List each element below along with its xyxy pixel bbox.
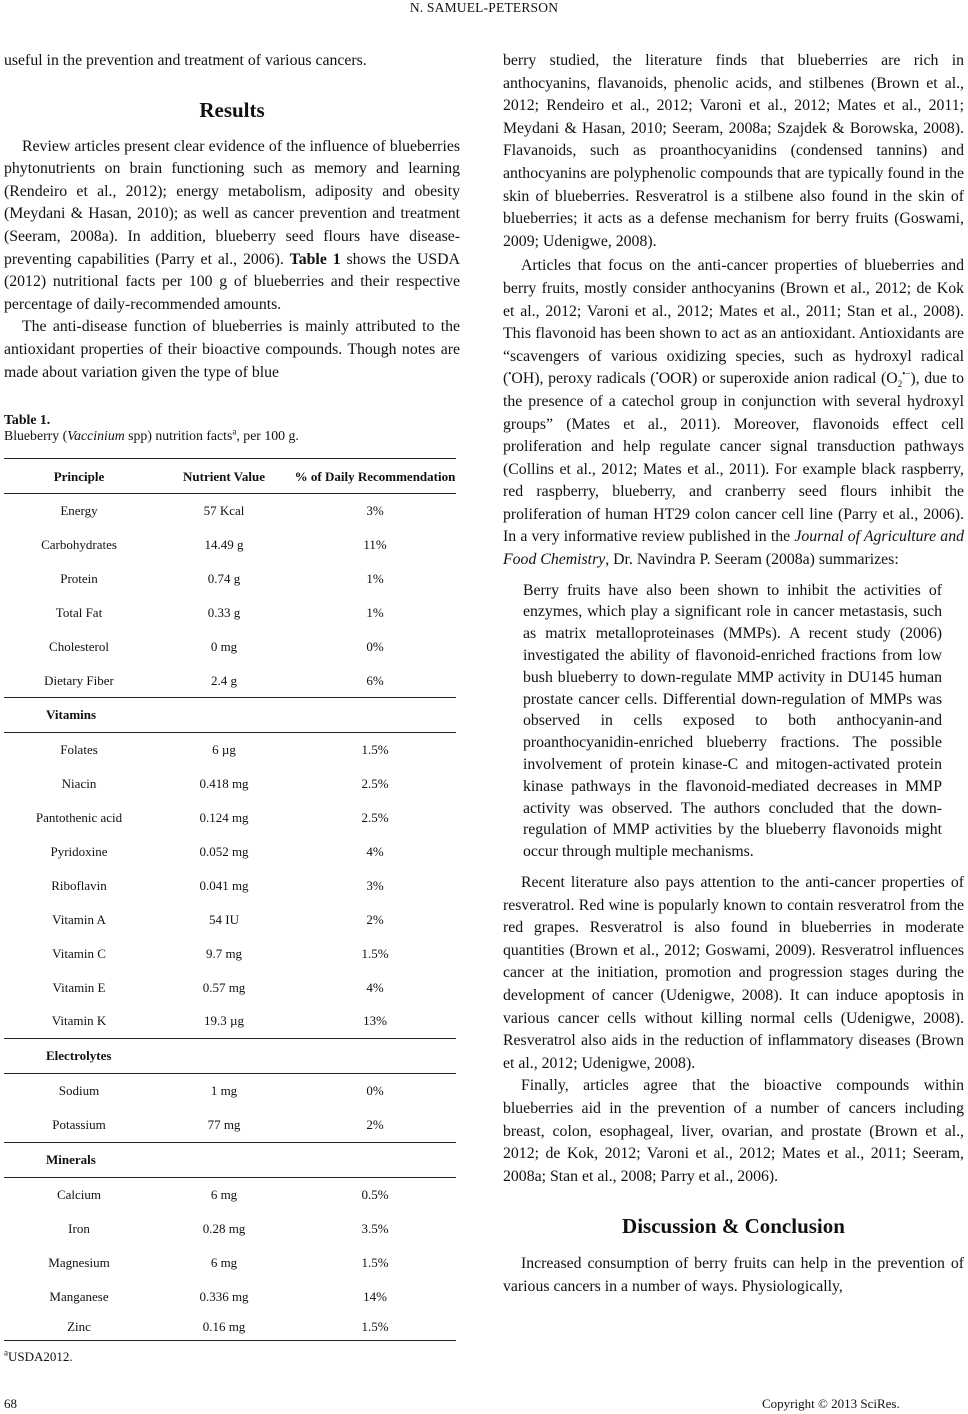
cell-nutrient-value: 0.418 mg bbox=[199, 776, 249, 792]
table-row bbox=[4, 528, 456, 562]
cell-principle: Folates bbox=[60, 742, 98, 758]
right-paragraph-4: Finally, articles agree that the bioactive compounds within blueberries aid in the prevention of a number of cancers including breast, colon, esophageal, liver, ovarian, and prostate (Brown et al., 2012; de Kok, 2012; Varoni et al., 2012; Mates et al., 2011; Seeram, 2008a; Stan et al., 2008; Parry et al., 2006). bbox=[503, 1077, 964, 1185]
right-paragraph-2 bbox=[503, 255, 964, 571]
radical-dot-2: • bbox=[655, 369, 659, 380]
table-row bbox=[4, 1177, 456, 1211]
running-header bbox=[0, 0, 968, 22]
right-paragraph-1: berry studied, the literature finds that blueberries are rich in anthocyanins, flavanoids, phenolic acids, and stilbenes (Brown et al., 2012; Rendeiro et al., 2012; Varoni et al., 2012; Mates et al., 2011; Meydani & Hasan, 2010; Seeram, 2008a; Szajdek & Borowska, 2008). Flavanoids, such as proanthocyanidins (condensed tannins) and anthocyanins are polyphenolic compounds that are typically found in the skin of blueberries. Resveratrol is a stilbene also found in the skin of blueberries; it acts as a defense mechanism for berry fruits (Goswami, 2009; Udenigwe, 2008). bbox=[503, 52, 964, 250]
superoxide-superscript: •− bbox=[902, 369, 911, 380]
table-row bbox=[4, 596, 456, 630]
table-row bbox=[4, 1314, 456, 1341]
cell-principle: Calcium bbox=[56, 1186, 102, 1202]
cell-principle: Dietary Fiber bbox=[44, 672, 114, 688]
cell-nutrient-value: 6 mg bbox=[210, 1186, 238, 1202]
cell-nutrient-value: 57 Kcal bbox=[203, 503, 245, 519]
cell-nutrient-value: 14.49 g bbox=[204, 536, 244, 552]
cell-nutrient-value: 6 µg bbox=[212, 742, 236, 758]
right-paragraph-2-text-c: OOR) or superoxide anion radical (O bbox=[658, 370, 898, 388]
table-row bbox=[4, 630, 456, 664]
table-section-label: Minerals bbox=[4, 1143, 456, 1178]
block-quote-text: Berry fruits have also been shown to inhibit the activities of enzymes, which play a significant role in cancer metastasis, such as matrix metalloproteinases (MMPs). A recent study (2006) investigated the ability of flavonoid-enriched fractions from low bush blueberry to down-regulate MMP activity in DU145 human prostate cancer cells. Differential down-regulation of MMPs was observed in cells exposed to both anthocyanin-and proanthocyanidin-enriched blueberry fractions. The possible involvement of protein kinase-C and mitogen-activated protein kinase pathways in the flavonoid-mediated decreases in MMP activity was observed. The authors concluded that the down-regulation of MMP activities by the blueberry flavonoids might occur through multiple mechanisms. bbox=[523, 581, 942, 861]
cell-nutrient-value: 0 mg bbox=[210, 638, 238, 654]
cell-principle: Riboflavin bbox=[51, 877, 107, 893]
table-section-row bbox=[4, 1143, 456, 1178]
left-column bbox=[4, 50, 460, 1365]
journal-name: Journal of Agriculture and Food Chemistry bbox=[503, 528, 964, 569]
cell-daily-percent: 0.5% bbox=[361, 1186, 389, 1202]
cell-nutrient-value: 0.28 mg bbox=[202, 1220, 246, 1236]
table-row bbox=[4, 801, 456, 835]
cell-principle: Energy bbox=[60, 503, 98, 519]
cell-principle: Niacin bbox=[61, 776, 97, 792]
cell-daily-percent: 2.5% bbox=[361, 810, 389, 826]
table-row bbox=[4, 562, 456, 596]
cell-principle: Vitamin K bbox=[51, 1013, 107, 1029]
running-title: N. SAMUEL-PETERSON bbox=[409, 0, 559, 15]
table-row bbox=[4, 903, 456, 937]
cell-daily-percent: 0% bbox=[366, 1083, 384, 1099]
right-paragraph-2-text-a: Articles that focus on the anti-cancer properties of blueberries and berry fruits, mostly consider anthocyanins (Brown et al., 2012; de Kok et al., 2012; Varoni et al., 2012; Mates et al., 2011; Stan et al., 2008). This flavonoid has been shown to act as an antioxidant. Antioxidants are “scavengers of various oxidizing species, such as hydroxyl radical ( bbox=[503, 257, 964, 388]
cell-daily-percent: 14% bbox=[363, 1288, 387, 1304]
cell-nutrient-value: 0.57 mg bbox=[202, 979, 246, 995]
cell-daily-percent: 2.5% bbox=[361, 776, 389, 792]
cell-nutrient-value: 0.33 g bbox=[207, 604, 241, 620]
cell-nutrient-value: 6 mg bbox=[210, 1254, 238, 1270]
table-caption-footnote-marker: a bbox=[232, 426, 237, 437]
header-daily-recommendation: % of Daily Recommendation bbox=[294, 459, 456, 494]
cell-principle: Total Fat bbox=[55, 604, 103, 620]
cell-daily-percent: 1% bbox=[366, 570, 384, 586]
cell-nutrient-value: 0.124 mg bbox=[199, 810, 249, 826]
table-row bbox=[4, 1246, 456, 1280]
table-section-label: Electrolytes bbox=[4, 1039, 456, 1074]
table-row bbox=[4, 869, 456, 903]
cell-principle: Zinc bbox=[4, 1314, 154, 1341]
cell-principle: Iron bbox=[68, 1220, 90, 1236]
cell-principle: Cholesterol bbox=[49, 638, 109, 654]
table-block bbox=[4, 412, 460, 1364]
cell-daily-percent: 2% bbox=[366, 911, 384, 927]
table-footnote-marker: a bbox=[4, 1347, 8, 1358]
discussion-heading: Discussion & Conclusion bbox=[622, 1214, 845, 1239]
nutrition-table bbox=[4, 458, 456, 1340]
table-row bbox=[4, 1108, 456, 1142]
cell-principle: Manganese bbox=[49, 1288, 109, 1304]
cell-daily-percent: 3% bbox=[366, 503, 384, 519]
copyright-notice: Copyright © 2013 SciRes. bbox=[762, 1396, 900, 1411]
cell-daily-percent: 1.5% bbox=[361, 945, 389, 961]
table-caption-text-a: Blueberry ( bbox=[4, 428, 68, 444]
results-heading: Results bbox=[199, 97, 265, 122]
cell-daily-percent: 1.5% bbox=[294, 1314, 456, 1341]
header-nutrient-value: Nutrient Value bbox=[154, 459, 294, 494]
cell-nutrient-value: 0.041 mg bbox=[199, 877, 249, 893]
cell-nutrient-value: 2.4 g bbox=[211, 672, 237, 688]
cell-principle: Vitamin A bbox=[52, 911, 106, 927]
table-row bbox=[4, 1004, 456, 1038]
table-row bbox=[4, 494, 456, 528]
cell-principle: Potassium bbox=[52, 1117, 106, 1133]
table-body bbox=[4, 494, 456, 1340]
table-reference: Table 1 bbox=[289, 250, 341, 268]
cell-nutrient-value: 0.336 mg bbox=[199, 1288, 249, 1304]
cell-principle: Magnesium bbox=[48, 1254, 110, 1270]
table-row bbox=[4, 937, 456, 971]
cell-daily-percent: 2% bbox=[366, 1117, 384, 1133]
cell-nutrient-value: 77 mg bbox=[207, 1117, 241, 1133]
table-caption-genus: Vaccinium bbox=[67, 428, 125, 444]
table-row bbox=[4, 733, 456, 767]
table-row bbox=[4, 835, 456, 869]
right-paragraph-2-text-e: , Dr. Navindra P. Seeram (2008a) summarizes: bbox=[605, 551, 899, 569]
table-header-row bbox=[4, 459, 456, 494]
table-caption-text-c: , per 100 g. bbox=[236, 428, 299, 444]
block-quote bbox=[523, 580, 942, 863]
cell-principle: Protein bbox=[60, 570, 98, 586]
radical-dot-1: • bbox=[508, 369, 512, 380]
header-principle: Principle bbox=[4, 459, 154, 494]
cell-daily-percent: 6% bbox=[366, 672, 384, 688]
cell-nutrient-value: 54 IU bbox=[209, 911, 239, 927]
cell-principle: Carbohydrates bbox=[41, 536, 117, 552]
cell-daily-percent: 1.5% bbox=[361, 1254, 389, 1270]
cell-principle: Vitamin C bbox=[52, 945, 106, 961]
right-paragraph-2-text-b: OH), peroxy radicals ( bbox=[511, 370, 656, 388]
cell-daily-percent: 1.5% bbox=[361, 742, 389, 758]
table-footnote bbox=[4, 1349, 460, 1365]
cell-nutrient-value: 19.3 µg bbox=[204, 1013, 244, 1029]
table-caption-text-b: spp) nutrition facts bbox=[124, 428, 233, 444]
table-section-row bbox=[4, 1039, 456, 1074]
cell-daily-percent: 11% bbox=[363, 536, 387, 552]
oxygen-subscript: 2 bbox=[897, 379, 903, 390]
cell-nutrient-value: 0.052 mg bbox=[199, 843, 249, 859]
cell-daily-percent: 13% bbox=[363, 1013, 387, 1029]
table-section-label: Vitamins bbox=[4, 698, 456, 733]
results-paragraph-1-text-b: shows the USDA (2012) nutritional facts per 100 g of blueberries and their respective percentage of daily-recommended amounts. bbox=[4, 250, 460, 313]
page-number: 68 bbox=[4, 1396, 17, 1411]
cell-daily-percent: 4% bbox=[366, 979, 384, 995]
table-row bbox=[4, 1074, 456, 1108]
cell-nutrient-value: 0.16 mg bbox=[154, 1314, 294, 1341]
right-column bbox=[503, 50, 964, 1299]
cell-daily-percent: 3.5% bbox=[361, 1220, 389, 1236]
table-row bbox=[4, 664, 456, 698]
cell-principle: Pyridoxine bbox=[50, 843, 108, 859]
right-paragraph-3: Recent literature also pays attention to the anti-cancer properties of resveratrol. Red wine is popularly known to contain resveratrol from the red grapes. Resveratrol is also found in blueberries in moderate quantities (Brown et al., 2012; Goswami, 2009). Resveratrol influences cancer at the initiation, promotion and progression stages during the development of cancer (Udenigwe, 2008). It can induce apoptosis in various cancer cells without killing normal cells (Udenigwe, 2008). Resveratrol also aids in the reduction of inflammatory diseases (Brown et al., 2012; Udenigwe, 2008). bbox=[503, 874, 964, 1072]
table-row bbox=[4, 1280, 456, 1314]
cell-daily-percent: 3% bbox=[366, 877, 384, 893]
cell-daily-percent: 1% bbox=[366, 604, 384, 620]
right-paragraph-2-text-d: ), due to the presence of a catechol group in conjunction with several hydroxyl groups” (Mates et al., 2011). Moreover, flavonoids effect cell proliferation and help regulate cancer signal transduction pathways (Collins et al., 2012; Mates et al., 2011). For example black raspberry, red raspberry, blueberry, and cranberry seed flours inhibit the proliferation of human HT29 colon cancer cell line (Parry et al., 2006). In a very informative review published in the bbox=[503, 370, 964, 546]
cell-nutrient-value: 9.7 mg bbox=[205, 945, 243, 961]
cell-nutrient-value: 1 mg bbox=[210, 1083, 238, 1099]
results-paragraph-1-text-a: Review articles present clear evidence of the influence of blueberries phytonutrients on brain functioning such as memory and learning (Rendeiro et al., 2012); energy metabolism, adiposity and obesity (Meydani & Hasan, 2010); as well as cancer prevention and treatment (Seeram, 2008a). In addition, blueberry seed flours have disease-preventing capabilities (Parry et al., 2006). bbox=[4, 137, 460, 268]
table-row bbox=[4, 1212, 456, 1246]
table-row bbox=[4, 767, 456, 801]
cell-principle: Sodium bbox=[58, 1083, 100, 1099]
table-row bbox=[4, 971, 456, 1005]
cell-daily-percent: 4% bbox=[366, 843, 384, 859]
discussion-paragraph-1: Increased consumption of berry fruits can help in the prevention of various cancers in a number of ways. Physiologically, bbox=[503, 1255, 964, 1295]
cell-nutrient-value: 0.74 g bbox=[207, 570, 241, 586]
results-paragraph-2: The anti-disease function of blueberries is mainly attributed to the antioxidant properties of their bioactive compounds. Though notes are made about variation given the type of blue bbox=[4, 318, 460, 381]
table-title: Table 1. bbox=[4, 412, 51, 428]
results-paragraph-1 bbox=[4, 136, 460, 317]
cell-principle: Vitamin E bbox=[52, 979, 106, 995]
cell-principle: Pantothenic acid bbox=[35, 810, 123, 826]
table-footnote-text: USDA2012. bbox=[8, 1348, 73, 1364]
intro-line: useful in the prevention and treatment of various cancers. bbox=[4, 52, 367, 69]
table-section-row bbox=[4, 698, 456, 733]
table-caption bbox=[4, 428, 460, 444]
cell-daily-percent: 0% bbox=[366, 638, 384, 654]
